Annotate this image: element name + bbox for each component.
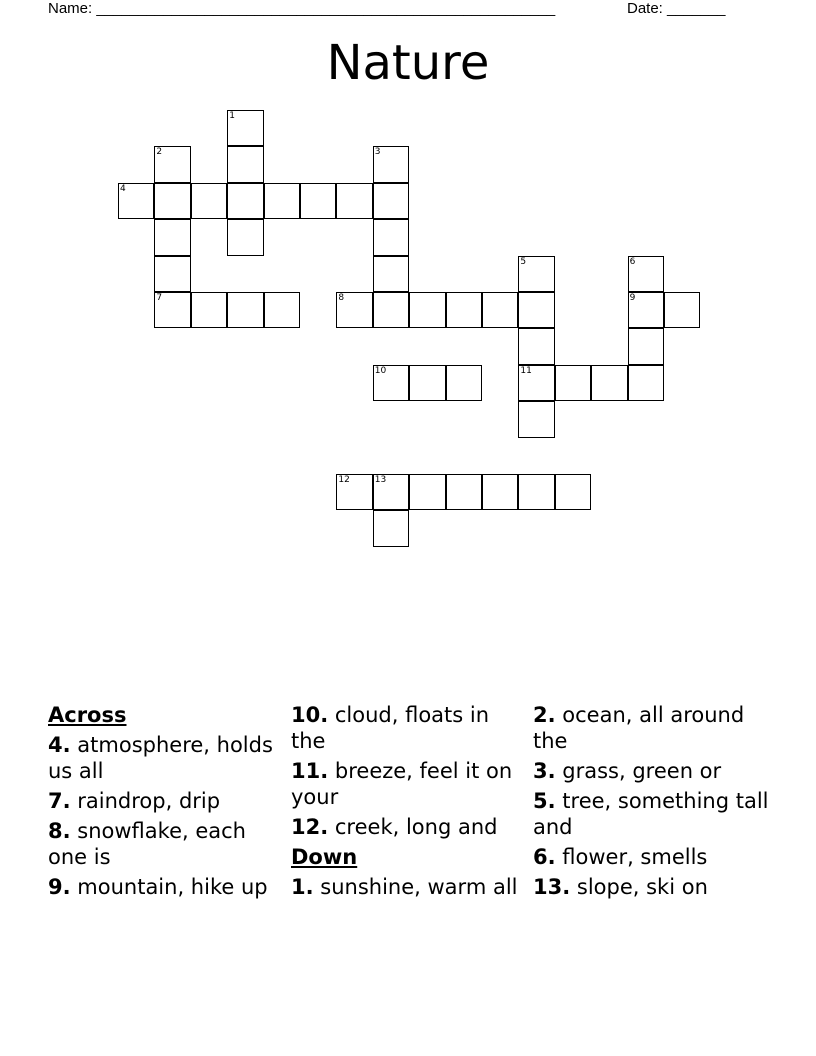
crossword-cell[interactable] [118,183,154,219]
crossword-cell[interactable] [591,365,627,401]
crossword-cell[interactable] [628,365,664,401]
clue-item: 10. cloud, floats in the [291,703,490,753]
cell-number: 2 [156,147,163,158]
crossword-cell[interactable] [227,146,263,182]
crossword-cell[interactable] [409,365,445,401]
cell-number: 12 [338,475,350,485]
crossword-cell[interactable] [154,146,190,182]
crossword-cell[interactable] [227,219,263,255]
crossword-cell[interactable] [555,365,591,401]
crossword-cell[interactable] [628,256,664,292]
crossword-cell[interactable] [664,292,700,328]
clue-item: 6. flower, smells [533,845,708,869]
crossword-cell[interactable] [154,256,190,292]
crossword-cell[interactable] [409,292,445,328]
cell-number: 7 [156,293,163,303]
cell-number: 13 [374,475,387,485]
crossword-cell[interactable] [628,292,664,328]
crossword-cell[interactable] [336,292,372,328]
crossword-cell[interactable] [191,183,227,219]
crossword-cell[interactable] [227,183,263,219]
clue-item: 1. sunshine, warm all [291,875,518,899]
cell-number: 9 [629,293,636,303]
crossword-cell[interactable] [373,474,409,510]
clue-item: 12. creek, long and [291,815,498,839]
crossword-cell[interactable] [482,474,518,510]
crossword-cell[interactable] [446,365,482,401]
crossword-cell[interactable] [518,474,554,510]
crossword-cell[interactable] [373,510,409,546]
clue-list-across-1 [48,732,284,900]
down-heading: Down [291,845,358,869]
crossword-cell[interactable] [264,183,300,219]
clue-item: 5. tree, something tall and [533,789,769,839]
crossword-cell[interactable] [191,292,227,328]
date-field-label[interactable]: Date: _______ [627,0,726,17]
crossword-cell[interactable] [446,474,482,510]
cell-number: 1 [229,111,235,121]
crossword-cell[interactable] [373,219,409,255]
crossword-cell[interactable] [409,474,445,510]
clue-item: 2. ocean, all around the [533,703,745,753]
clues-column-1 [48,702,284,904]
crossword-cell[interactable] [373,256,409,292]
crossword-cell[interactable] [373,146,409,182]
crossword-cell[interactable] [518,401,554,437]
cell-number: 4 [120,183,126,194]
clues-column-2 [291,702,527,904]
crossword-cell[interactable] [518,256,554,292]
crossword-cell[interactable] [628,328,664,364]
clue-item: 7. raindrop, drip [48,789,221,813]
clue-item: 13. slope, ski on [533,875,708,899]
clue-item: 8. snowflake, each one is [48,819,246,869]
crossword-cell[interactable] [446,292,482,328]
cell-number: 10 [374,365,387,376]
crossword-cell[interactable] [518,365,554,401]
clue-item: 9. mountain, hike up [48,875,268,899]
crossword-cell[interactable] [555,474,591,510]
cell-number: 6 [629,256,636,267]
crossword-cell[interactable] [227,110,263,146]
cell-number: 8 [338,293,345,303]
across-heading: Across [48,703,127,727]
crossword-cell[interactable] [336,474,372,510]
cell-number: 11 [520,365,532,376]
crossword-cell[interactable] [154,219,190,255]
crossword-cell[interactable] [154,183,190,219]
cell-number: 3 [374,147,381,158]
crossword-cell[interactable] [373,365,409,401]
clues-column-3 [533,702,769,904]
crossword-cell[interactable] [482,292,518,328]
clue-item: 3. grass, green or [533,759,722,783]
cell-number: 5 [520,256,527,267]
name-field-label[interactable]: Name: _______________________________________________________ [48,0,556,17]
crossword-cell[interactable] [154,292,190,328]
clue-item: 11. breeze, feel it on your [291,759,513,809]
clue-item: 4. atmosphere, holds us all [48,733,273,783]
crossword-cell[interactable] [518,292,554,328]
crossword-cell[interactable] [373,183,409,219]
crossword-cell[interactable] [300,183,336,219]
crossword-cell[interactable] [264,292,300,328]
crossword-cell[interactable] [227,292,263,328]
crossword-cell[interactable] [336,183,372,219]
crossword-cell[interactable] [518,328,554,364]
page-title: Nature [326,35,490,91]
crossword-cell[interactable] [373,292,409,328]
